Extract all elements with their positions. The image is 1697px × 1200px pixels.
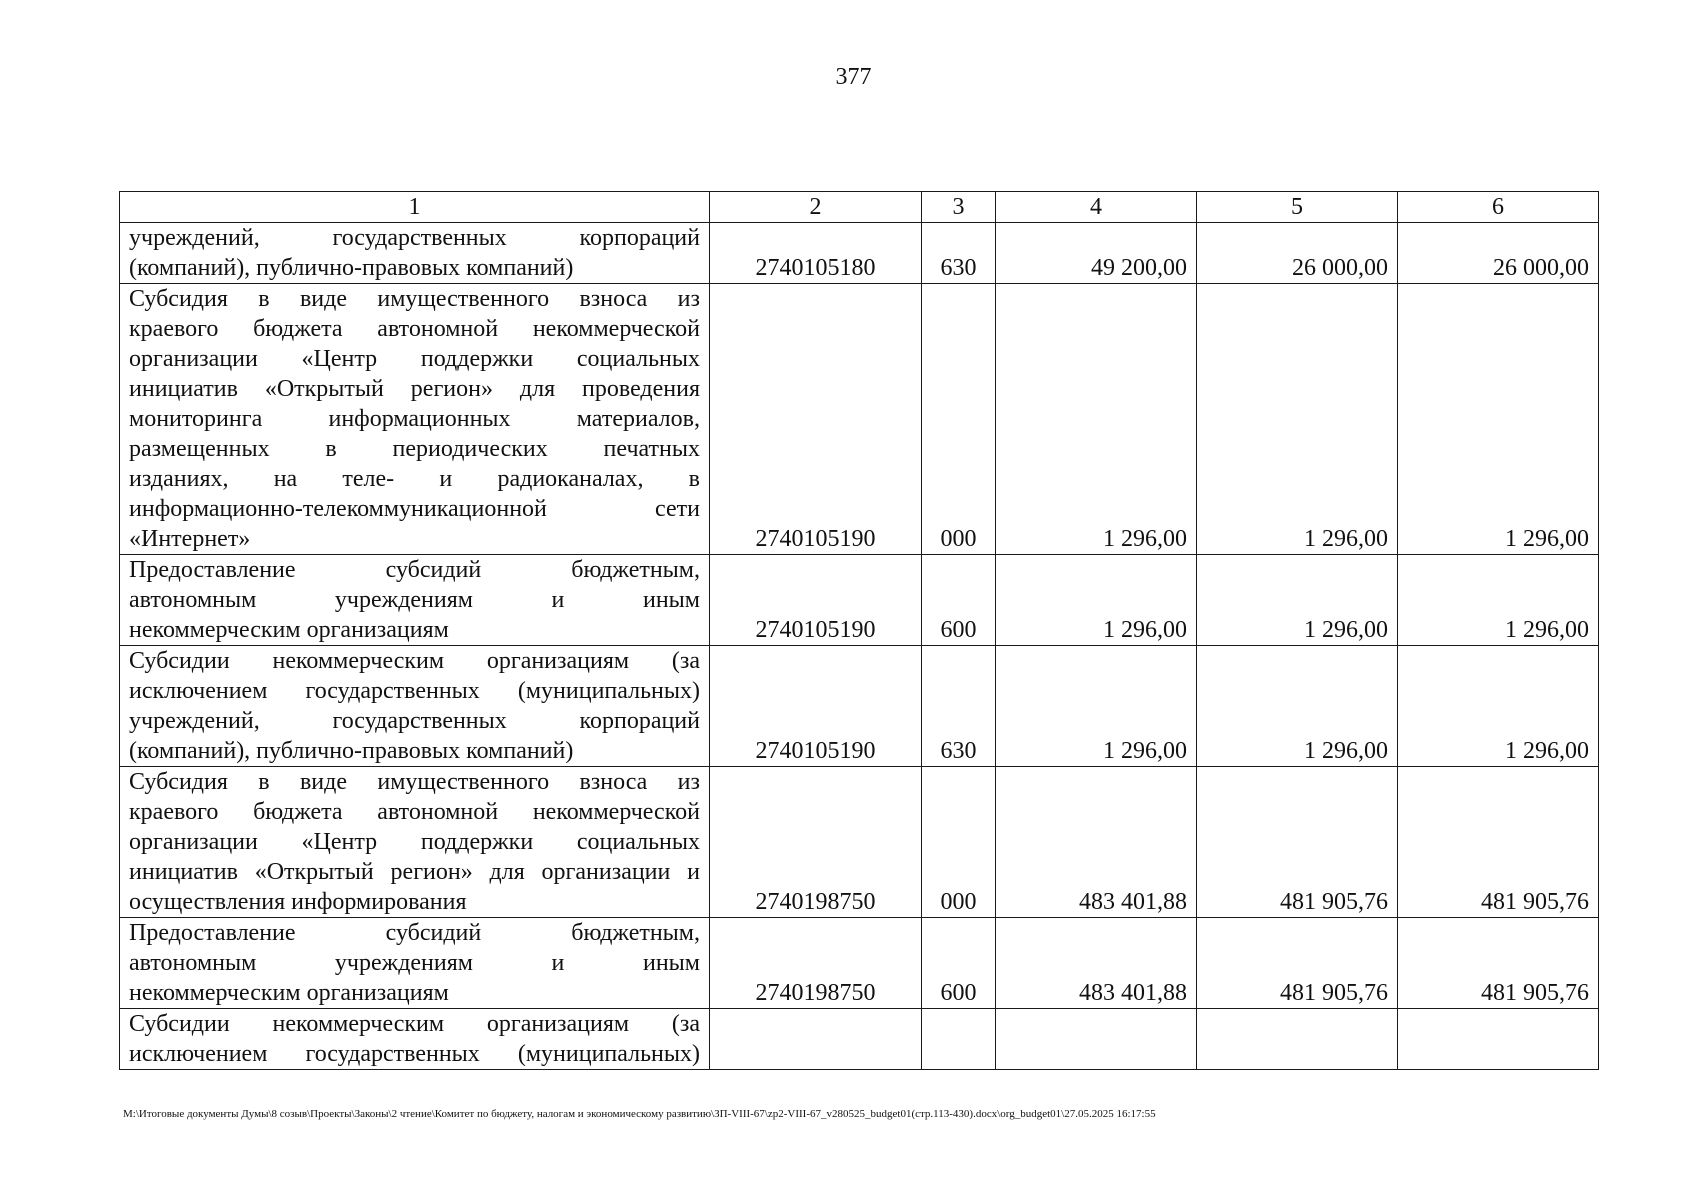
- row-description: [120, 1009, 710, 1070]
- budget-table: [119, 191, 1599, 1070]
- description-line: краевого бюджета автономной некоммерческой: [129, 799, 700, 825]
- table-row: [120, 284, 1599, 555]
- description-line: исключением государственных (муниципальных): [129, 678, 700, 704]
- expense-type: 000: [922, 767, 996, 918]
- expense-type: 000: [922, 284, 996, 555]
- column-number: 6: [1398, 192, 1599, 223]
- description-line: инициатив «Открытый регион» для проведения: [129, 376, 700, 402]
- amount-col6: 1 296,00: [1398, 284, 1599, 555]
- table-row: [120, 918, 1599, 1009]
- target-code: 2740105180: [710, 223, 922, 284]
- amount-col5: [1197, 1009, 1398, 1070]
- column-number: 2: [710, 192, 922, 223]
- target-code: 2740105190: [710, 646, 922, 767]
- amount-col5: 26 000,00: [1197, 223, 1398, 284]
- table-row: [120, 555, 1599, 646]
- description-line: Субсидия в виде имущественного взноса из: [129, 769, 700, 795]
- description-line: учреждений, государственных корпораций: [129, 708, 700, 734]
- amount-col5: 481 905,76: [1197, 918, 1398, 1009]
- description-line: исключением государственных (муниципальных): [129, 1041, 700, 1067]
- description-line: организации «Центр поддержки социальных: [129, 829, 700, 855]
- expense-type: 630: [922, 646, 996, 767]
- table-row: [120, 767, 1599, 918]
- expense-type: 600: [922, 555, 996, 646]
- expense-type: 600: [922, 918, 996, 1009]
- amount-col6: 26 000,00: [1398, 223, 1599, 284]
- target-code: 2740105190: [710, 284, 922, 555]
- amount-col6: 1 296,00: [1398, 555, 1599, 646]
- description-line: автономным учреждениям и иным: [129, 950, 700, 976]
- description-line: инициатив «Открытый регион» для организации и: [129, 859, 700, 885]
- description-line: Субсидии некоммерческим организациям (за: [129, 648, 700, 674]
- description-line: Субсидия в виде имущественного взноса из: [129, 286, 700, 312]
- table-row: [120, 1009, 1599, 1070]
- row-description: [120, 646, 710, 767]
- column-number: 3: [922, 192, 996, 223]
- table-row: [120, 646, 1599, 767]
- row-description: [120, 223, 710, 284]
- amount-col5: 1 296,00: [1197, 646, 1398, 767]
- amount-col4: 483 401,88: [996, 918, 1197, 1009]
- table-header-row: [120, 192, 1599, 223]
- target-code: 2740198750: [710, 918, 922, 1009]
- amount-col4: 483 401,88: [996, 767, 1197, 918]
- column-number: 4: [996, 192, 1197, 223]
- description-line: размещенных в периодических печатных: [129, 436, 700, 462]
- column-number: 5: [1197, 192, 1398, 223]
- amount-col4: 1 296,00: [996, 284, 1197, 555]
- description-line: Предоставление субсидий бюджетным,: [129, 557, 700, 583]
- description-line: краевого бюджета автономной некоммерческой: [129, 316, 700, 342]
- row-description: [120, 918, 710, 1009]
- description-line: осуществления информирования: [129, 889, 467, 915]
- row-description: [120, 767, 710, 918]
- description-line: организации «Центр поддержки социальных: [129, 346, 700, 372]
- amount-col5: 1 296,00: [1197, 284, 1398, 555]
- document-file-path: M:\Итоговые документы Думы\8 созыв\Проекты\Законы\2 чтение\Комитет по бюджету, налогам и экономическому развитию\ЗП-VIII-67\zp2-VIII-67_v280525_budget01(стр.113-430).docx\org_budget01\27.05.2025 16:17:55: [123, 1108, 1156, 1120]
- table-row: [120, 223, 1599, 284]
- amount-col4: 1 296,00: [996, 555, 1197, 646]
- row-description: [120, 284, 710, 555]
- description-line: «Интернет»: [129, 526, 251, 552]
- expense-type: [922, 1009, 996, 1070]
- amount-col6: 481 905,76: [1398, 918, 1599, 1009]
- description-line: Субсидии некоммерческим организациям (за: [129, 1011, 700, 1037]
- description-line: Предоставление субсидий бюджетным,: [129, 920, 700, 946]
- amount-col6: 1 296,00: [1398, 646, 1599, 767]
- page-number: 377: [835, 64, 872, 90]
- amount-col6: 481 905,76: [1398, 767, 1599, 918]
- description-line: автономным учреждениям и иным: [129, 587, 700, 613]
- expense-type: 630: [922, 223, 996, 284]
- description-line: некоммерческим организациям: [129, 980, 449, 1006]
- amount-col5: 1 296,00: [1197, 555, 1398, 646]
- amount-col5: 481 905,76: [1197, 767, 1398, 918]
- target-code: [710, 1009, 922, 1070]
- column-number: 1: [120, 192, 710, 223]
- amount-col4: [996, 1009, 1197, 1070]
- description-line: изданиях, на теле- и радиоканалах, в: [129, 466, 700, 492]
- description-line: учреждений, государственных корпораций: [129, 225, 700, 251]
- description-line: информационно-телекоммуникационной сети: [129, 496, 700, 522]
- description-line: некоммерческим организациям: [129, 617, 449, 643]
- amount-col6: [1398, 1009, 1599, 1070]
- description-line: мониторинга информационных материалов,: [129, 406, 700, 432]
- target-code: 2740198750: [710, 767, 922, 918]
- amount-col4: 49 200,00: [996, 223, 1197, 284]
- target-code: 2740105190: [710, 555, 922, 646]
- row-description: [120, 555, 710, 646]
- amount-col4: 1 296,00: [996, 646, 1197, 767]
- description-line: (компаний), публично-правовых компаний): [129, 255, 574, 281]
- description-line: (компаний), публично-правовых компаний): [129, 738, 574, 764]
